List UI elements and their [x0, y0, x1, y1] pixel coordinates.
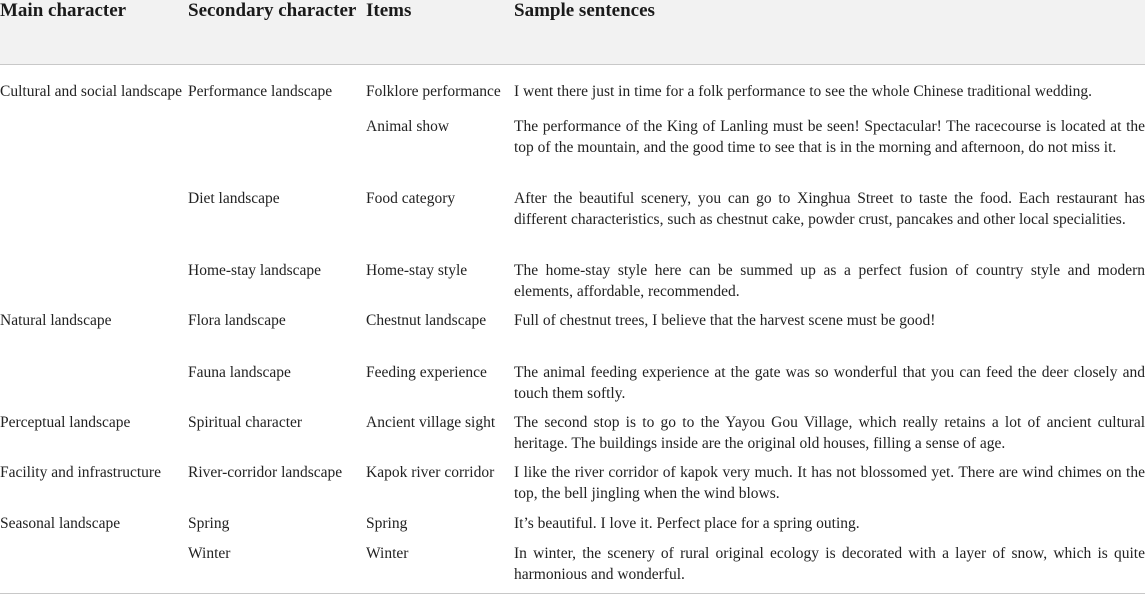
secondary-character-cell: Flora landscape — [188, 312, 286, 329]
item-cell: Food category — [366, 190, 456, 207]
secondary-character-cell: Spiritual character — [188, 414, 303, 431]
main-character-cell — [0, 543, 188, 593]
item-cell: Feeding experience — [366, 364, 487, 381]
secondary-character-cell: River-corridor landscape — [188, 464, 343, 481]
secondary-character-cell: Diet landscape — [188, 190, 280, 207]
item-cell: Home-stay style — [366, 262, 468, 279]
table-body — [0, 64, 1145, 593]
sample-sentence-cell: The performance of the King of Lanling must be seen! Spectacular! The racecourse is located at the top of the mountain, and the good time to see that is in the morning and afternoon, do not miss it. — [514, 118, 1145, 156]
header-row — [0, 0, 1145, 64]
main-character-cell: Seasonal landscape — [0, 515, 121, 532]
main-character-cell: Perceptual landscape — [0, 414, 131, 431]
main-character-cell — [0, 260, 188, 310]
item-cell: Ancient village sight — [366, 414, 496, 431]
table-row — [0, 116, 1145, 188]
sample-sentence-cell: In winter, the scenery of rural original ecology is decorated with a layer of snow, which is quite harmonious and wonderful. — [514, 545, 1145, 583]
table-row — [0, 260, 1145, 310]
sample-sentence-cell: The home-stay style here can be summed up as a perfect fusion of country style and modern elements, affordable, recommended. — [514, 262, 1145, 300]
sample-sentence-cell: The animal feeding experience at the gate was so wonderful that you can feed the deer closely and touch them softly. — [514, 364, 1145, 402]
item-cell: Kapok river corridor — [366, 464, 495, 481]
table-row — [0, 543, 1145, 593]
secondary-character-cell: Winter — [188, 545, 231, 562]
secondary-character-cell: Performance landscape — [188, 82, 333, 100]
item-cell: Winter — [366, 545, 409, 562]
main-character-cell: Facility and infrastructure — [0, 464, 161, 481]
table-row — [0, 310, 1145, 362]
header-secondary-character: Secondary character — [188, 0, 357, 21]
secondary-character-cell — [188, 116, 366, 188]
secondary-character-cell: Fauna landscape — [188, 364, 291, 381]
sample-sentence-cell: The second stop is to go to the Yayou Gou Village, which really retains a lot of ancient cultural heritage. The buildings inside are the original old houses, filling a sense of age. — [514, 414, 1145, 452]
item-cell: Spring — [366, 515, 408, 532]
table-header — [0, 0, 1145, 64]
table-row — [0, 362, 1145, 412]
sample-sentence-cell: After the beautiful scenery, you can go to Xinghua Street to taste the food. Each restaurant has different characteristics, such as chestnut cake, powder crust, pancakes and other local specialities. — [514, 190, 1145, 228]
sample-sentence-cell: I went there just in time for a folk performance to see the whole Chinese traditional wedding. — [514, 82, 1093, 100]
main-character-cell: Natural landscape — [0, 312, 112, 329]
table-row — [0, 412, 1145, 462]
secondary-character-cell: Spring — [188, 515, 230, 532]
secondary-character-cell: Home-stay landscape — [188, 262, 321, 279]
main-character-cell: Cultural and social landscape — [0, 82, 183, 100]
sample-sentence-cell: I like the river corridor of kapok very much. It has not blossomed yet. There are wind chimes on the top, the bell jingling when the wind blows. — [514, 464, 1145, 502]
sample-sentence-cell: It’s beautiful. I love it. Perfect place for a spring outing. — [514, 515, 860, 532]
sample-sentence-cell: Full of chestnut trees, I believe that the harvest scene must be good! — [514, 312, 936, 329]
main-character-cell — [0, 116, 188, 188]
table-row — [0, 513, 1145, 543]
table-row — [0, 188, 1145, 260]
table-row — [0, 64, 1145, 116]
header-main-character: Main character — [0, 0, 127, 21]
table-row — [0, 462, 1145, 513]
main-character-cell — [0, 362, 188, 412]
header-sample-sentences: Sample sentences — [514, 0, 655, 21]
header-items: Items — [366, 0, 412, 21]
item-cell: Folklore performance — [366, 82, 501, 100]
item-cell: Chestnut landscape — [366, 312, 487, 329]
item-cell: Animal show — [366, 118, 450, 135]
main-character-cell — [0, 188, 188, 260]
